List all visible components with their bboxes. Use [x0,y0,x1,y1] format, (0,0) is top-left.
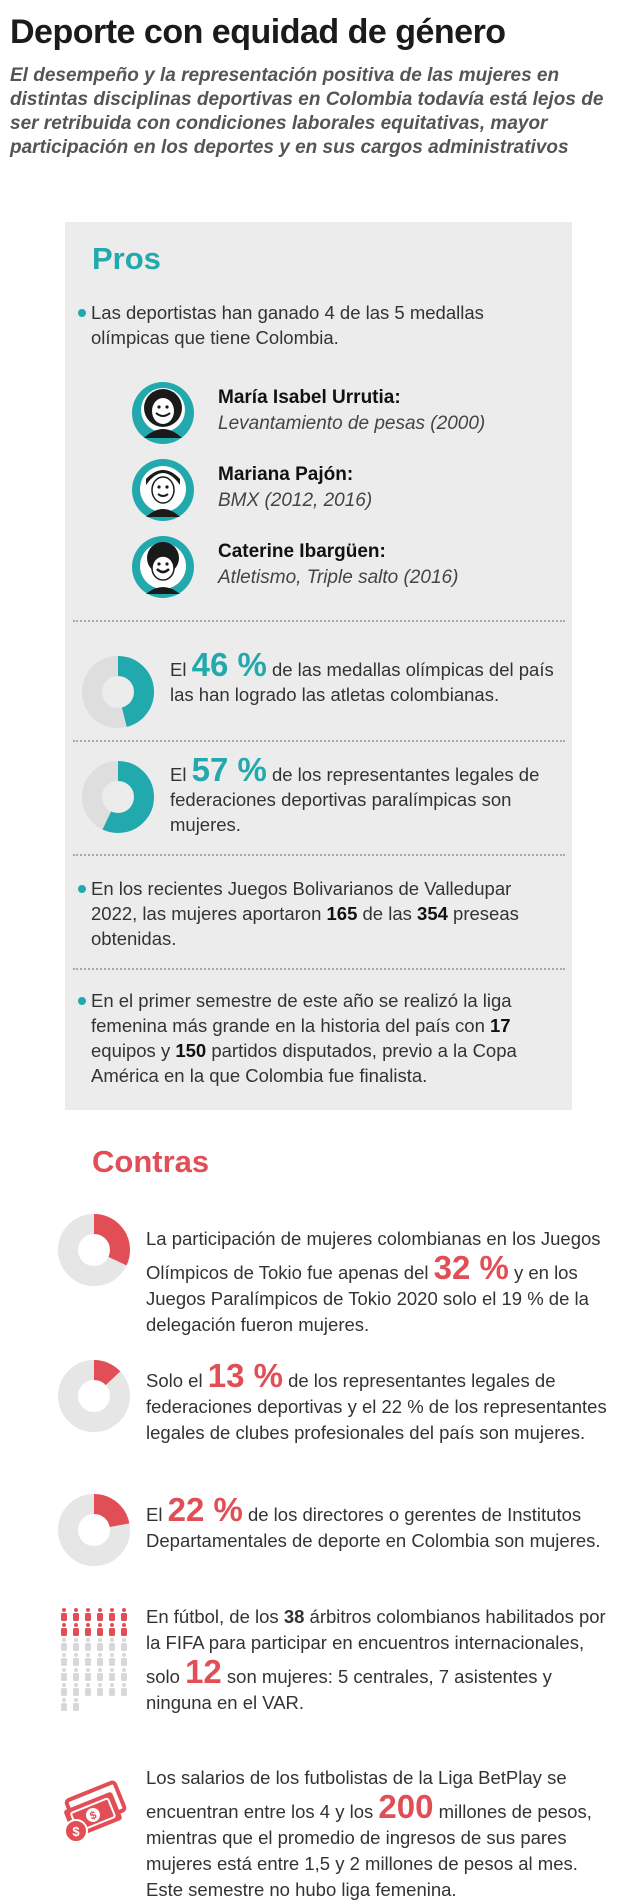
referee-figure [109,1623,115,1636]
referee-figure [85,1668,91,1681]
contras-heading: Contras [92,1144,210,1179]
referee-figure [109,1653,115,1666]
header [10,12,630,160]
contra-text: El 22 % de los directores o gerentes de Institutos Departamentales de deporte en Colombia son mujeres. [146,1491,601,1551]
athlete-sport: Levantamiento de pesas (2000) [218,413,486,434]
donut-chart-icon [82,656,154,728]
referee-figure [73,1608,79,1621]
athlete-card [132,382,552,444]
referee-figure [109,1608,115,1621]
referee-figure [85,1653,91,1666]
svg-text:$: $ [88,1809,99,1823]
referee-figure [61,1653,67,1666]
referee-figure [97,1623,103,1636]
svg-text:$: $ [72,1824,80,1839]
referee-figure [85,1683,91,1696]
referee-figure [121,1638,127,1651]
referee-figure [121,1653,127,1666]
referee-figure [97,1683,103,1696]
stat-row-paralympic [82,751,562,837]
referee-figure [121,1623,127,1636]
referees-pictogram-icon [58,1604,138,1744]
stat-value: 57 % [191,751,267,788]
referee-figure [61,1638,67,1651]
referee-figure [121,1668,127,1681]
contra-text: Los salarios de los futbolistas de la Liga BetPlay se encuentran entre los 4 y los 200 millones de pesos, mientras que el promedio de ingresos de sus pares mujeres está entre 1,5 y 2 millones de pesos al mes. Este semestre no hubo liga femenina. [146,1767,592,1900]
donut-chart-icon [58,1494,130,1566]
referee-figure [97,1638,103,1651]
referee-figure [85,1623,91,1636]
pros-heading: Pros [92,241,161,276]
contra-value: 22 % [167,1491,243,1528]
bolivarianos-bullet: En los recientes Juegos Bolivarianos de Valledupar 2022, las mujeres aportaron 165 de las 354 preseas obtenidas. [78,876,558,951]
donut-chart-icon [82,761,154,833]
referee-figure [121,1608,127,1621]
athlete-card [132,459,552,521]
referee-figure [109,1668,115,1681]
contra-text: Solo el 13 % de los representantes legales de federaciones deportivas y el 22 % de los representantes legales de clubes profesionales del país son mujeres. [146,1357,607,1443]
money-icon [58,1775,132,1849]
referee-figure [73,1698,79,1711]
donut-chart-icon [58,1360,130,1432]
contra-text: La participación de mujeres colombianas en los Juegos Olímpicos de Tokio fue apenas del 32 % y en los Juegos Paralímpicos de Tokio 2020 solo el 19 % de la delegación fueron mujeres. [146,1228,601,1335]
stat-text: El 57 % de los representantes legales de federaciones deportivas paralímpicas son mujeres. [170,751,540,835]
referee-figure [73,1653,79,1666]
contra-value: 12 [185,1653,222,1690]
contra-value: 200 [378,1788,434,1825]
referee-figure [61,1608,67,1621]
referee-figure [61,1683,67,1696]
referee-figure [121,1683,127,1696]
referee-figure [85,1638,91,1651]
divider [73,740,565,742]
pros-panel [65,222,572,1110]
page-subtitle: El desempeño y la representación positiva de las mujeres en distintas disciplinas deportivas en Colombia todavía está lejos de ser retribuida con condiciones laborales equitativas, mayor participación en los deportes y en sus cargos administrativos [10,65,604,158]
athlete-sport: Atletismo, Triple salto (2016) [218,567,459,588]
stat-text: El 46 % de las medallas olímpicas del país las han logrado las atletas colombianas. [170,646,554,705]
athlete-name: Caterine Ibargüen: [218,541,386,562]
referee-figure [85,1608,91,1621]
athlete-card [132,536,552,598]
referee-figure [73,1638,79,1651]
referee-figure [109,1638,115,1651]
stat-row-medals [82,646,562,732]
athlete-sport: BMX (2012, 2016) [218,490,373,511]
contra-value: 13 % [207,1357,283,1394]
stat-value: 46 % [191,646,267,683]
contra-text: En fútbol, de los 38 árbitros colombianos habilitados por la FIFA para participar en encuentros internacionales, solo 12 son mujeres: 5 centrales, 7 asistentes y ninguna en el VAR. [146,1606,606,1713]
referee-figure [97,1668,103,1681]
referee-figure [61,1698,67,1711]
athlete-name: Mariana Pajón: [218,464,354,485]
referee-figure [97,1608,103,1621]
medals-intro-bullet: Las deportistas han ganado 4 de las 5 medallas olímpicas que tiene Colombia. [78,300,558,350]
athlete-portrait-icon [132,536,194,598]
referee-figure [73,1623,79,1636]
referee-figure [97,1653,103,1666]
donut-chart-icon [58,1214,130,1286]
athlete-portrait-icon [132,382,194,444]
athlete-portrait-icon [132,459,194,521]
referee-figure [61,1668,67,1681]
divider [73,854,565,856]
referee-figure [73,1683,79,1696]
referee-figure [73,1668,79,1681]
referee-figure [61,1623,67,1636]
divider [73,620,565,622]
page-title: Deporte con equidad de género [10,13,506,51]
contra-value: 32 % [433,1249,509,1286]
referee-figure [109,1683,115,1696]
divider [73,968,565,970]
athlete-name: María Isabel Urrutia: [218,387,401,408]
liga-bullet: En el primer semestre de este año se realizó la liga femenina más grande en la historia del país con 17 equipos y 150 partidos disputados, previo a la Copa América en la que Colombia fue finalista. [78,988,558,1088]
